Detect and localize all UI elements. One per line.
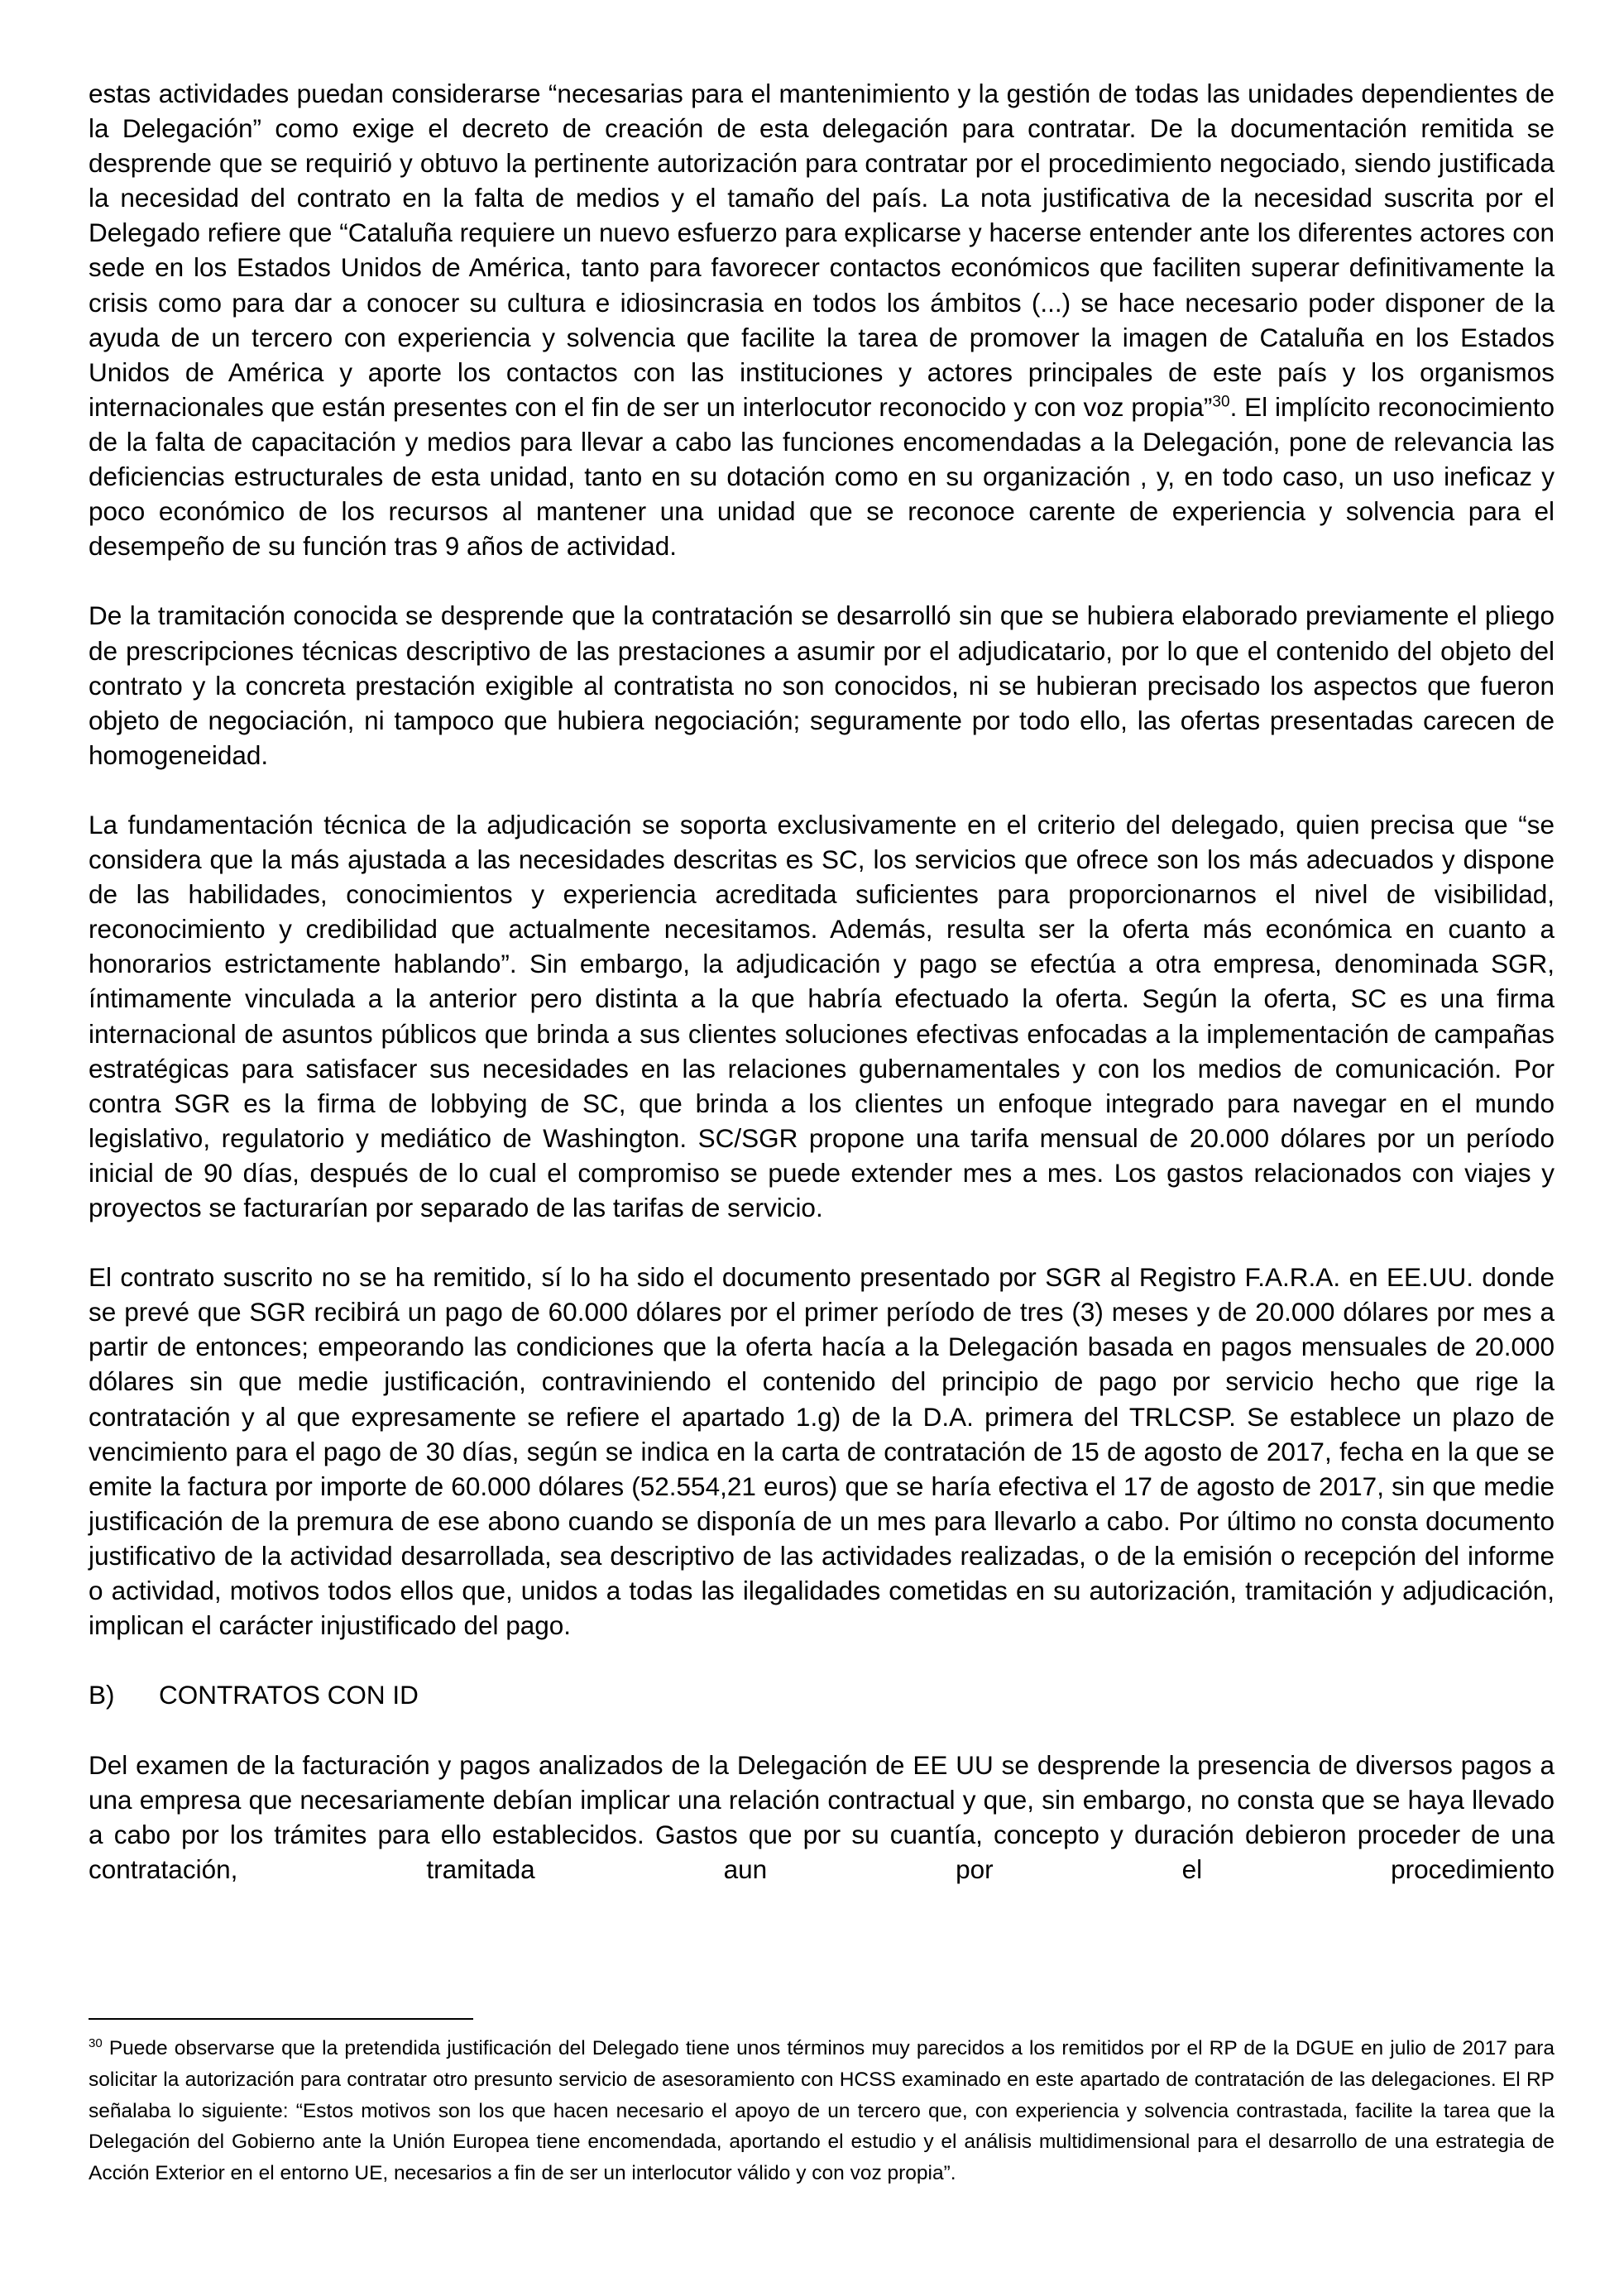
paragraph: El contrato suscrito no se ha remitido, sí lo ha sido el documento presentado por SGR al Registro F.A.R.A. en EE.UU. donde se prevé que SGR recibirá un pago de 60.000 dólares por el primer período de tres (3) meses y de 20.000 dólares por mes a partir de entonces; empeorando las condiciones que la oferta hacía a la Delegación basada en pagos mensuales de 20.000 dólares sin que medie justificación, contraviniendo el contenido del principio de pago por servicio hecho que rige la contratación y al que expresamente se refiere el apartado 1.g) de la D.A. primera del TRLCSP. Se establece un plazo de vencimiento para el pago de 30 días, según se indica en la carta de contratación de 15 de agosto de 2017, fecha en la que se emite la factura por importe de 60.000 dólares (52.554,21 euros) que se haría efectiva el 17 de agosto de 2017, sin que medie justificación de la premura de ese abono cuando se disponía de un mes para llevarlo a cabo. Por último no consta documento justificativo de la actividad desarrollada, sea descriptivo de las actividades realizadas, o de la emisión o recepción del informe o actividad, motivos todos ellos que, unidos a todas las ilegalidades cometidas en su autorización, tramitación y adjudicación, implican el carácter injustificado del pago. [89, 1262, 1555, 1641]
document-body [89, 76, 1555, 1887]
section-title: CONTRATOS CON ID [159, 1680, 419, 1710]
paragraph [89, 76, 1555, 563]
paragraph-text: estas actividades puedan considerarse “necesarias para el mantenimiento y la gestión de todas las unidades dependientes de la Delegación” como exige el decreto de creación de esta delegación para contratar. De la documentación remitida se desprende que se requirió y obtuvo la pertinente autorización para contratar por el procedimiento negociado, siendo justificada la necesidad del contrato en la falta de medios y el tamaño del país. La nota justificativa de la necesidad suscrita por el Delegado refiere que “Cataluña requiere un nuevo esfuerzo para explicarse y hacerse entender ante los diferentes actores con sede en los Estados Unidos de América, tanto para favorecer contactos económicos que faciliten superar definitivamente la crisis como para dar a conocer su cultura e idiosincrasia en todos los ámbitos (...) se hace necesario poder disponer de la ayuda de un tercero con experiencia y solvencia que facilite la tarea de promover la imagen de Cataluña en los Estados Unidos de América y aporte los contactos con las instituciones y actores principales de este país y los organismos internacionales que están presentes con el fin de ser un interlocutor reconocido y con voz propia” [89, 79, 1555, 422]
footnote-reference[interactable]: 30 [1212, 393, 1230, 411]
footnote [89, 2033, 1555, 2189]
section-label: B) [89, 1680, 115, 1710]
paragraph: Del examen de la facturación y pagos analizados de la Delegación de EE UU se desprende la presencia de diversos pagos a una empresa que necesariamente debían implicar una relación contractual y que, sin embargo, no consta que se haya llevado a cabo por los trámites para ello establecidos. Gastos que por su cuantía, concepto y duración debieron proceder de una contratación, tramitada aun por el procedimiento [89, 1749, 1555, 1884]
section-heading [89, 1677, 1555, 1712]
footnote-number: 30 [89, 2035, 103, 2050]
paragraph: La fundamentación técnica de la adjudicación se soporta exclusivamente en el criterio del delegado, quien precisa que “se considera que la más ajustada a las necesidades descritas es SC, los servicios que ofrece son los más adecuados y dispone de las habilidades, conocimientos y experiencia acreditada suficientes para proporcionarnos el nivel de visibilidad, reconocimiento y credibilidad que actualmente necesitamos. Además, resulta ser la oferta más económica en cuanto a honorarios estrictamente hablando”. Sin embargo, la adjudicación y pago se efectúa a otra empresa, denominada SGR, íntimamente vinculada a la anterior pero distinta a la que habría efectuado la oferta. Según la oferta, SC es una firma internacional de asuntos públicos que brinda a sus clientes soluciones efectivas enfocadas a la implementación de campañas estratégicas para satisfacer sus necesidades en las relaciones gubernamentales y con los medios de comunicación. Por contra SGR es la firma de lobbying de SC, que brinda a los clientes un enfoque integrado para navegar en el mundo legislativo, regulatorio y mediático de Washington. SC/SGR propone una tarifa mensual de 20.000 dólares por un período inicial de 90 días, después de lo cual el compromiso se puede extender mes a mes. Los gastos relacionados con viajes y proyectos se facturarían por separado de las tarifas de servicio. [89, 809, 1555, 1222]
paragraph: De la tramitación conocida se desprende que la contratación se desarrolló sin que se hubiera elaborado previamente el pliego de prescripciones técnicas descriptivo de las prestaciones a asumir por el adjudicatario, por lo que el contenido del objeto del contrato y la concreta prestación exigible al contratista no son conocidos, ni se hubieran precisado los aspectos que fueron objeto de negociación, ni tampoco que hubiera negociación; seguramente por todo ello, las ofertas presentadas carecen de homogeneidad. [89, 600, 1555, 770]
footnote-text: Puede observarse que la pretendida justificación del Delegado tiene unos términos muy parecidos a los remitidos por el RP de la DGUE en julio de 2017 para solicitar la autorización para contratar otro presunto servicio de asesoramiento con HCSS examinado en este apartado de contratación de las delegaciones. El RP señalaba lo siguiente: “Estos motivos son los que hacen necesario el apoyo de un tercero que, con experiencia y solvencia contrastada, facilite la tarea que la Delegación del Gobierno ante la Unión Europea tiene encomendada, aportando el estudio y el análisis multidimensional para el desarrollo de una estrategia de Acción Exterior en el entorno UE, necesarios a fin de ser un interlocutor válido y con voz propia”. [89, 2037, 1555, 2185]
footnote-separator [89, 2018, 473, 2020]
paragraph-text: . El implícito reconocimiento de la falta de capacitación y medios para llevar a cabo las funciones encomendadas a la Delegación, pone de relevancia las deficiencias estructurales de esta unidad, tanto en su dotación como en su organización , y, en todo caso, un uso ineficaz y poco económico de los recursos al mantener una unidad que se reconoce carente de experiencia y solvencia para el desempeño de su función tras 9 años de actividad. [89, 391, 1555, 562]
